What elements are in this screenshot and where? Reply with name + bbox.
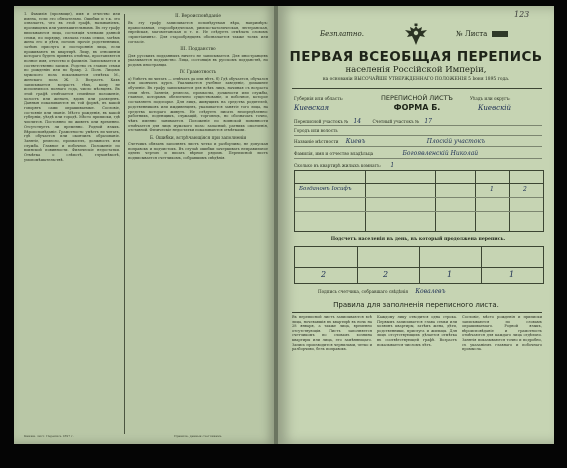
left-column-divider [124, 14, 125, 434]
section-ii-heading: II. Вероисповѣданіе [175, 14, 221, 19]
rules-text: Сословіе, мѣсто рожденія и приписки записываются по словамъ опрашиваемаго. Родной языкъ, вѣроисповѣданіе и грамотность отмѣчаются для каждаго лица отдѣльно. Занятія показываются точно и подробно, съ указаніемъ главнаго и побочнаго промысла. [462, 315, 542, 352]
row-rule [294, 158, 542, 159]
table-entry-count: 1 [490, 186, 494, 193]
rooms-caption-text: Сколько въ квартирѣ жилыхъ комнатъ: [294, 163, 381, 168]
left-page [14, 6, 276, 444]
table-column-line [509, 171, 510, 231]
summary-heading: Подсчетъ населенія въ день, въ который продолжена перепись. [330, 237, 506, 242]
rules-column-2 [377, 315, 457, 435]
left-page-column-1 [24, 12, 120, 432]
table-row-line [295, 197, 543, 198]
census-title: ПЕРВАЯ ВСЕОБЩАЯ ПЕРЕПИСЬ [289, 49, 543, 65]
signature-label: Подпись счетчика, собравшаго свѣдѣнія [318, 289, 408, 294]
district-value: Киевскій [478, 104, 511, 112]
left-text-block: Въ эту графу записывается исповѣдуемая вѣра, напримѣръ: православная, старообрядческая, римско-католическая, лютеранская, еврейская, магометанская и т. п. Не слѣдуетъ отмѣчать словомъ «христіанинъ». Для старообрядцевъ обозначается также толкъ или согласіе. [128, 21, 268, 44]
owner-label: Фамилія, имя и отчество владѣльца [294, 151, 374, 156]
left-text-block: 1. Фамилія (прозвище), имя и отчество или имена, если это обязательно. Ошибки и т.к. это означаетъ, что въ этой графѣ, называніемъ, прозвищемъ или уменьшительнымъ. Въ эту графу вписываются лица, состоящія членами данной семьи, по порядку, сначала глава семьи, затѣмъ жена его и дѣти, потомъ прочіе родственники, затѣмъ прислуга и постороннія лица, если проживаютъ въ квартирѣ. Лицу, въ отношеніи котораго будетъ принята отмѣтка, проставляется полное имя, отчество и фамилія. Записывается и соответственно записи. Родство съ главою семьи по рожденію или по браку. 2. Полъ. Лицомъ мужского пола показывается отмѣтка М., женскаго пола Ж. 3. Возрастъ. Какъ записывается возрастъ тѣхъ, кому не исполнилось полнаго года, число мѣсяцевъ. Въ этой графѣ отмѣчается семейное положеніе, холостъ или женатъ, вдовъ или разведенъ. Данныя показываются въ той формѣ, въ какой говорятъ сами опрашиваемые. Сословіе, состояніе или званіе. Мѣсто рожденія, въ какой губерніи, уѣздѣ или городѣ. Мѣсто приписки, гдѣ числится. Постоянно ли живетъ или временно. Отсутствуетъ ли временно. Родной языкъ. Вѣроисповѣданіе. Грамотность: умѣетъ ли читать, гдѣ обучается или окончилъ образованіе. Занятіе, ремесло, промыселъ, должность или служба. Главное и побочное. Положеніе по воинской повинности. Физическіе недостатки. Отмѣтка о слѣпотѣ, глухонѣмотѣ, умопомѣшательствѣ. [24, 12, 120, 162]
rules-heading: Правила для заполненія переписного листа. [333, 301, 499, 309]
signature-row [318, 288, 446, 295]
imperial-eagle-emblem [403, 23, 429, 47]
rules-text: Въ переписной листъ записываются всѣ лица, ночевавшія въ квартирѣ въ ночь на 28 января, а также лица, временно отсутствующія. Листъ заполняется счетчикомъ по словамъ хозяина квартиры или лица, его замѣняющаго. Запись производится чернилами, четко и разборчиво, безъ поправокъ. [292, 315, 372, 352]
sheet-number-area [456, 30, 508, 38]
province-value: Киевская [294, 104, 330, 112]
form-heading: ПЕРЕПИСНОЙ ЛИСТЪ [381, 94, 453, 102]
table-entry-count: 2 [523, 186, 527, 193]
free-label: Безплатно. [320, 30, 364, 38]
left-footer [24, 434, 269, 438]
town-value: Киевъ [345, 138, 366, 145]
place-label: Названіе мѣстности [294, 139, 339, 144]
counting-value: 17 [424, 118, 432, 125]
rules-columns [292, 315, 542, 435]
town-label: Городъ или волость [294, 128, 338, 133]
section-b-heading: Б. Ошибки, встрѣчающіяся при заполненіи [149, 135, 247, 141]
table-column-line [481, 247, 482, 283]
place-row [294, 138, 544, 145]
summary-value: 2 [383, 270, 389, 279]
left-text-block: Счетчикъ обязанъ заполнять листъ четко и разборчиво, не допуская поправокъ и подчистокъ. Въ случаѣ ошибки зачеркивать неправильное однею чертою и писать вѣрное рядомъ. Переписной листъ подписывается счетчикомъ, собравшимъ свѣдѣнія. [128, 142, 268, 161]
rules-rule [292, 312, 542, 313]
section-label: Переписной участокъ № [294, 119, 349, 124]
section-iii-heading: III. Подданство [180, 46, 216, 52]
census-subtitle: населенія Россійской Имперіи, [345, 65, 487, 75]
corner-archive-number: 123 [514, 10, 530, 19]
district-label: Уѣздъ или округъ: [470, 96, 511, 101]
rooms-value: 1 [390, 162, 395, 169]
table-column-line [475, 171, 476, 231]
section-row [294, 118, 544, 125]
counting-label: Счетный участокъ № [372, 119, 419, 124]
province-label: Губернія или область: [294, 96, 344, 101]
summary-value: 2 [321, 270, 327, 279]
owner-row [294, 150, 544, 157]
table-header-line [295, 183, 543, 184]
right-page [278, 6, 554, 444]
place-value: Плоскій участокъ [426, 138, 486, 145]
sheet-number-label: № Листа [456, 30, 488, 38]
rules-column-3 [462, 315, 542, 435]
rules-text: Каждому лицу отводится одна строка. Первымъ записывается глава семьи или хозяинъ квартиры, затѣмъ жена, дѣти, родственники, прислуга и жильцы. Для лицъ отсутствующихъ дѣлается отмѣтка въ соотвѣтствующей графѣ. Возрастъ показывается числомъ лѣтъ. [377, 315, 457, 347]
row-rule [294, 146, 542, 147]
footer-right-text: Правила, данныя счетчикамъ [174, 434, 222, 438]
town-row [294, 128, 544, 133]
summary-value: 1 [509, 270, 515, 279]
row-rule [294, 125, 542, 126]
section-iv-heading: IV. Грамотность [179, 69, 217, 75]
rules-column-1 [292, 315, 372, 435]
footer-left-text: Книжн. лист. Перепись 1897 г. [24, 434, 74, 438]
table-row-line [295, 211, 543, 212]
left-text-block: Для русскихъ подданныхъ ничего не записывается. Для иностранцевъ указывается подданство. Лица, состоящія въ русскомъ подданствѣ, но родомъ иностранцы. [128, 53, 268, 67]
header-rule [292, 88, 542, 89]
summary-table [294, 246, 544, 284]
decree-line: на основаніи ВЫСОЧАЙШЕ УТВЕРЖДЕННАГО ПОЛОЖЕНІЯ 5 Іюня 1895 года. [322, 77, 510, 82]
signature-value: Ковалевъ [415, 288, 446, 295]
rooms-caption [294, 162, 394, 169]
table-column-line [435, 171, 436, 231]
sheet-number-stamp [492, 31, 508, 37]
left-page-column-2 [128, 12, 268, 432]
table-column-line [365, 171, 366, 231]
summary-value: 1 [447, 270, 453, 279]
form-name: ФОРМА Б. [393, 103, 441, 112]
household-table [294, 170, 544, 232]
owner-value: Богоявленскій Николай [402, 150, 479, 157]
table-entry-name: Богдановъ Іосифъ [299, 186, 352, 192]
table-column-line [357, 247, 358, 283]
table-header-line [295, 267, 543, 268]
row-rule [294, 135, 542, 136]
left-text-block: а) Умѣетъ ли читать — отвѣчать да или нѣтъ. б) Гдѣ обучается, обучался или окончилъ курсъ. Указывается учебное заведеніе, домашнее обученіе. Въ графу записывается для всѣхъ лицъ, начиная съ возраста семи лѣтъ. Занятія, ремесла, промыслы, должности или службы, главное, которымъ обезпечено существованіе, и побочное, которое составляетъ подспорье. Для лицъ, живущихъ на средства родителей, родственниковъ или иждивенцевъ, указывается занятіе того лица, на средства котораго живутъ. Не слѣдуетъ писать неопредѣленно: работникъ, поденщикъ, служащій, торговецъ, но обозначать точно, чѣмъ именно занимается. Положеніе по воинской повинности отмѣчается для лицъ мужского пола: запасный, ратникъ ополченія, отставной. Физическіе недостатки показываются отмѣтками. [128, 76, 268, 133]
table-column-line [419, 247, 420, 283]
section-value: 14 [353, 118, 362, 125]
